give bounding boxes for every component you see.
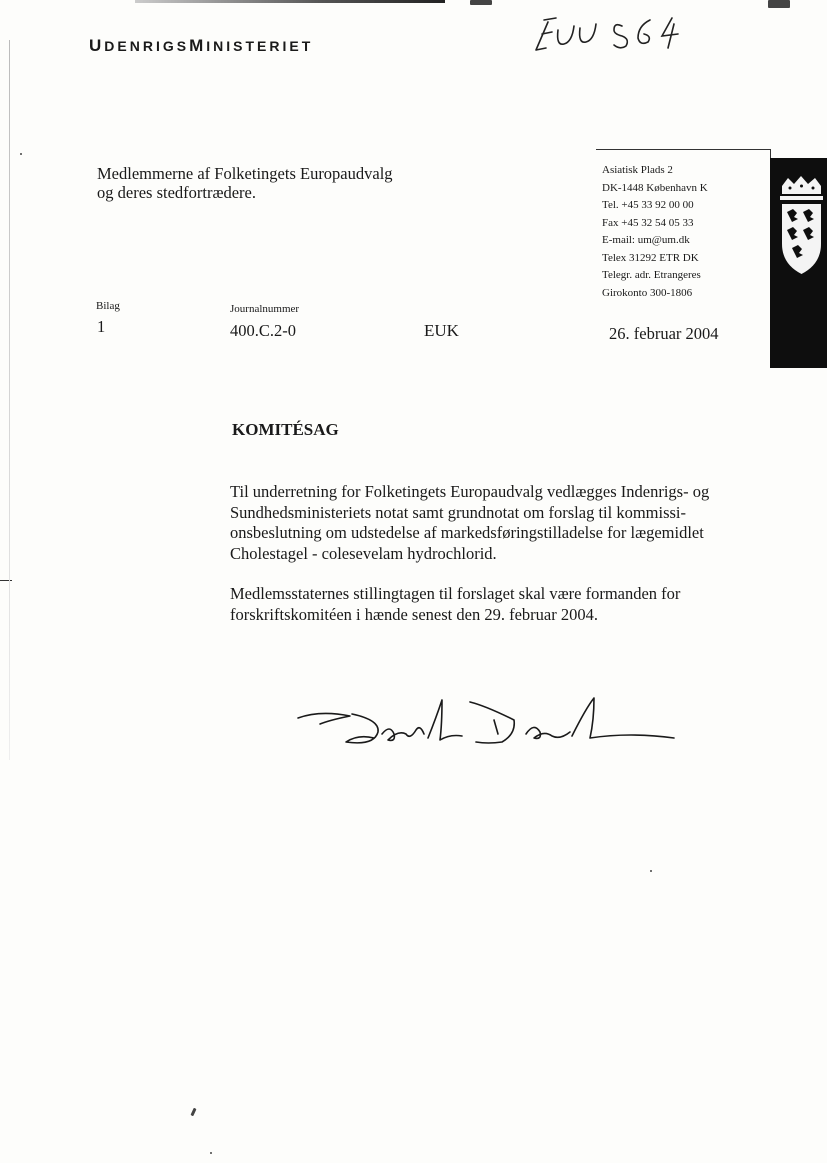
scan-artifact-top: [135, 0, 445, 3]
scan-artifact: [650, 870, 652, 872]
address-block: [602, 162, 708, 302]
recipients-line: og deres stedfortrædere.: [97, 183, 256, 202]
scan-edge: [9, 40, 10, 760]
address-line: Telex 31292 ETR DK: [602, 251, 699, 264]
address-line: Fax +45 32 54 05 33: [602, 216, 694, 229]
handwritten-reference: [522, 12, 692, 62]
journal-number-value: 400.C.2-0: [230, 321, 296, 340]
email-line: E-mail: um@um.dk: [602, 234, 690, 246]
royal-coat-of-arms-icon: [776, 174, 827, 282]
scan-artifact: [470, 0, 492, 5]
recipients-line: Medlemmerne af Folketingets Europaudvalg: [97, 164, 393, 183]
document-heading: KOMITÉSAG: [232, 420, 339, 439]
scan-artifact: [210, 1152, 212, 1154]
scan-artifact: [768, 0, 790, 8]
document-date: 26. februar 2004: [609, 324, 719, 343]
recipients-block: [97, 164, 393, 202]
address-line: Girokonto 300-1806: [602, 286, 693, 299]
address-line: Asiatisk Plads 2: [602, 164, 673, 176]
margin-mark: [0, 580, 12, 581]
address-line: Telegr. adr. Etrangeres: [602, 269, 701, 281]
body-paragraph: Medlemsstaternes stillingtagen til forslaget skal være formanden for forskriftskomitéen i hænde senest den 29. februar 2004.: [230, 584, 681, 624]
journal-number-label: Journalnummer: [230, 303, 300, 315]
bilag-label: Bilag: [96, 300, 120, 312]
address-rule: [596, 149, 771, 150]
address-line: DK-1448 København K: [602, 181, 708, 194]
address-line: Tel. +45 33 92 00 00: [602, 199, 694, 211]
scan-artifact: [190, 1108, 196, 1117]
bilag-value: 1: [97, 317, 106, 336]
handwritten-signature: [290, 690, 685, 760]
unit-code: EUK: [424, 321, 459, 340]
ministry-logo-text: UDENRIGSMINISTERIET: [89, 36, 314, 55]
body-paragraph: Til underretning for Folketingets Europaudvalg vedlægges Indenrigs- og Sundhedsministeriets notat samt grundnotat om forslag til kommissi-onsbeslutning om udstedelse af markedsføringstilladelse for lægemidlet Cholestagel - colesevelam hydrochlorid.: [230, 482, 710, 563]
scan-artifact: [20, 153, 22, 155]
